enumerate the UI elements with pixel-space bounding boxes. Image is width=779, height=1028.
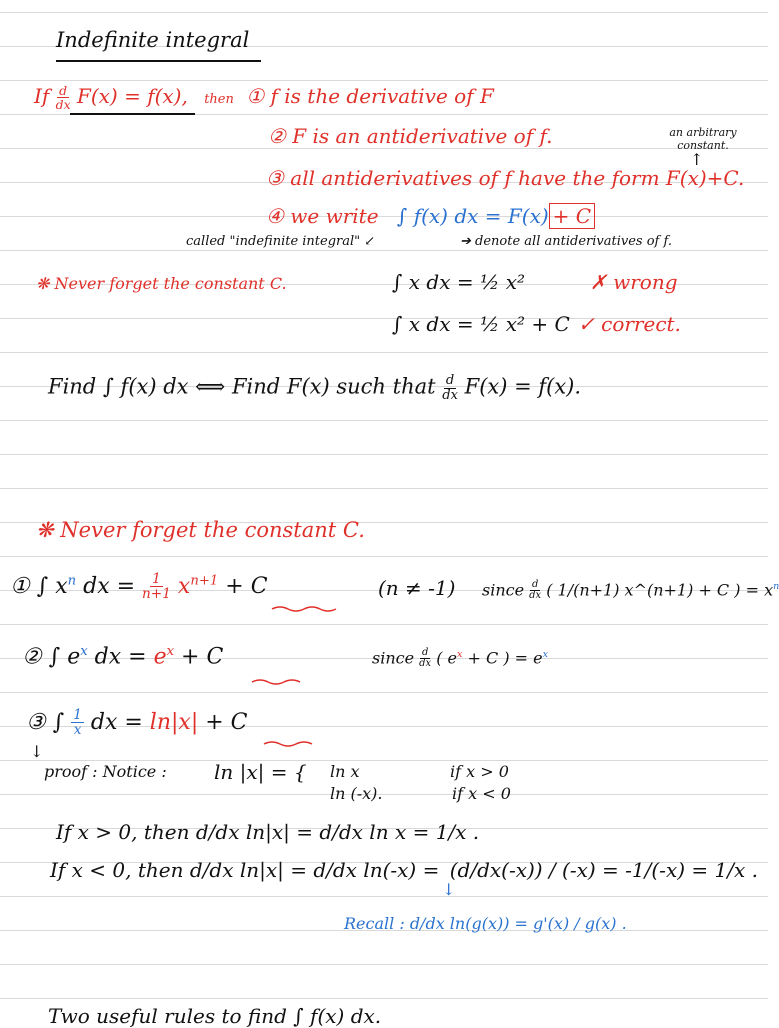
proof-case-2-condition: if x < 0	[452, 784, 511, 803]
page-title: Indefinite integral	[56, 28, 250, 52]
proof-negative-case: If x < 0, then d/dx ln|x| = d/dx ln(-x) = (d/dx(-x)) / (-x) = -1/(-x) = 1/x .	[50, 858, 758, 882]
recall-chain-rule: Recall : d/dx ln(g(x)) = g'(x) / g(x) .	[344, 914, 627, 933]
title-underline	[56, 60, 261, 62]
arrow-down-left-icon: ↙	[364, 234, 376, 249]
rule-1-since: since $\frac{d}{dx}$ ( 1/(n+1) x^(n+1) + C ) = $x^n$	[482, 579, 779, 602]
never-forget-note-1: ❋ Never forget the constant C.	[36, 274, 287, 293]
point-3: ③ all antiderivatives of f have the form F(x)+C.	[266, 166, 745, 190]
rule-1-power: ① ∫ $x^n$ dx = $\frac{1}{n+1}$ $x^{n+1} + C$	[10, 571, 268, 603]
rule-2-since: since $\frac{d}{dx}$ ( $e^x + C$ ) = $e^x$	[372, 647, 549, 670]
find-equivalence-line: Find ∫ f(x) dx ⟺ Find F(x) such that $\frac{d}{dx}$ F(x) = f(x).	[48, 373, 582, 403]
arrow-right-icon: ➔	[460, 234, 471, 249]
proof-case-1-condition: if x > 0	[450, 762, 509, 781]
arrow-down-icon: ↓	[30, 742, 44, 761]
wrong-mark: ✗ wrong	[590, 270, 678, 294]
proof-positive-case: If x > 0, then d/dx ln|x| = d/dx ln x = 1/x .	[56, 820, 480, 844]
rule-2-c-underline	[250, 678, 310, 686]
proof-case-2: ln (-x).	[330, 784, 383, 803]
definition-line: If $\frac{d}{dx}$ F(x) = f(x), then ① f is the derivative of F	[34, 83, 494, 113]
rule-3-reciprocal: ③ ∫ $\frac{1}{x}$ dx = ln|x| + C	[26, 707, 248, 739]
note-called-indefinite: called "indefinite integral" ↙	[186, 234, 376, 249]
never-forget-note-2: ❋ Never forget the constant C.	[36, 518, 365, 542]
useful-rules-heading: Two useful rules to find ∫ f(x) dx.	[48, 1004, 382, 1028]
arrow-down-small-icon: ↓	[442, 880, 456, 899]
correct-mark: ✓ correct.	[578, 312, 681, 336]
point-4: ④ we write ∫ f(x) dx = F(x) + C	[266, 204, 595, 228]
plus-c-box: + C	[549, 203, 595, 229]
correct-expression: ∫ x dx = ½ x² + C	[392, 312, 570, 336]
rule-1-condition: (n ≠ -1)	[378, 576, 456, 600]
proof-ln-abs: ln |x| = {	[214, 760, 307, 784]
premise-underline	[70, 113, 195, 115]
wrong-expression: ∫ x dx = ½ x²	[392, 270, 526, 294]
arrow-up-icon: ↑	[690, 150, 704, 169]
point-2: ② F is an antiderivative of f.	[268, 124, 553, 148]
note-arbitrary-constant: an arbitrary constant.	[669, 126, 737, 152]
rule-3-c-underline	[262, 740, 322, 748]
proof-label: proof : Notice :	[44, 762, 167, 781]
rule-1-c-underline	[270, 605, 340, 613]
proof-case-1: ln x	[330, 762, 360, 781]
note-denote-all: ➔ denote all antiderivatives of f.	[460, 234, 672, 249]
rule-2-exponential: ② ∫ $e^x$ dx = $e^x + C$	[22, 644, 224, 670]
